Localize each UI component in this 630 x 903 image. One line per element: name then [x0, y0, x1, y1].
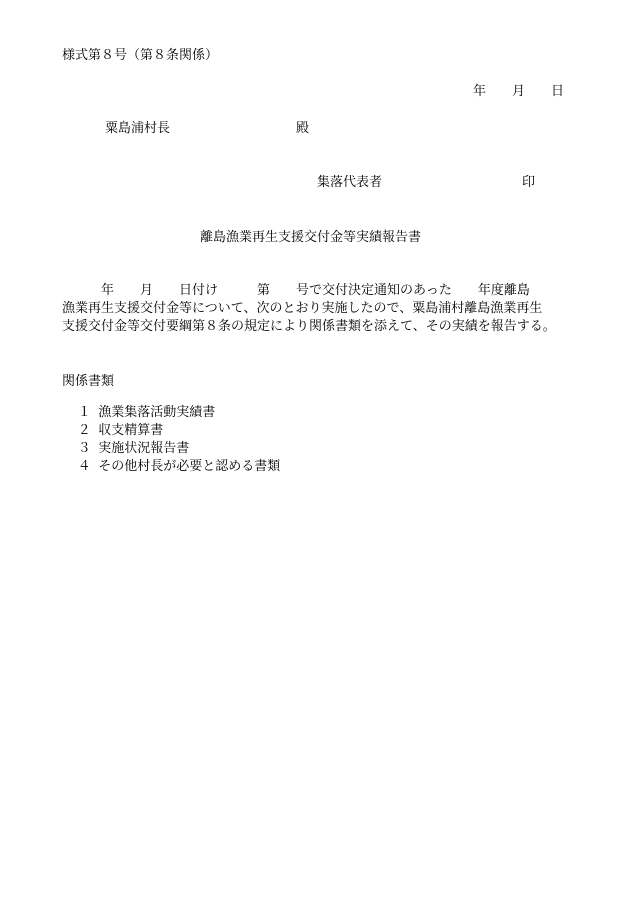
document-title: 離島漁業再生支援交付金等実績報告書	[200, 230, 422, 245]
seal-mark: 印	[522, 175, 536, 190]
attachment-text: 収支精算書	[98, 423, 164, 438]
attachment-text: 実施状況報告書	[98, 441, 190, 456]
date-line: 年 月 日	[473, 84, 565, 99]
representative-label: 集落代表者	[317, 175, 383, 190]
attachment-number: ２	[77, 423, 91, 438]
attachment-text: その他村長が必要と認める書類	[98, 459, 281, 474]
attachment-number: ４	[77, 459, 91, 474]
addressee: 粟島浦村長	[105, 121, 171, 136]
attachment-number: １	[77, 405, 91, 420]
honorific: 殿	[296, 121, 310, 136]
attachment-text: 漁業集落活動実績書	[98, 405, 216, 420]
attachment-number: ３	[77, 441, 91, 456]
attachments-heading: 関係書類	[62, 374, 115, 389]
form-number: 様式第８号（第８条関係）	[62, 48, 219, 63]
body-line: 支援交付金等交付要綱第８条の規定により関係書類を添えて、その実績を報告する。	[62, 319, 556, 334]
body-line: 年 月 日付け 第 号で交付決定通知のあった 年度離島	[62, 283, 530, 298]
body-line: 漁業再生支援交付金等について、次のとおり実施したので、粟島浦村離島漁業再生	[62, 301, 543, 316]
attachment-item	[62, 447, 280, 473]
